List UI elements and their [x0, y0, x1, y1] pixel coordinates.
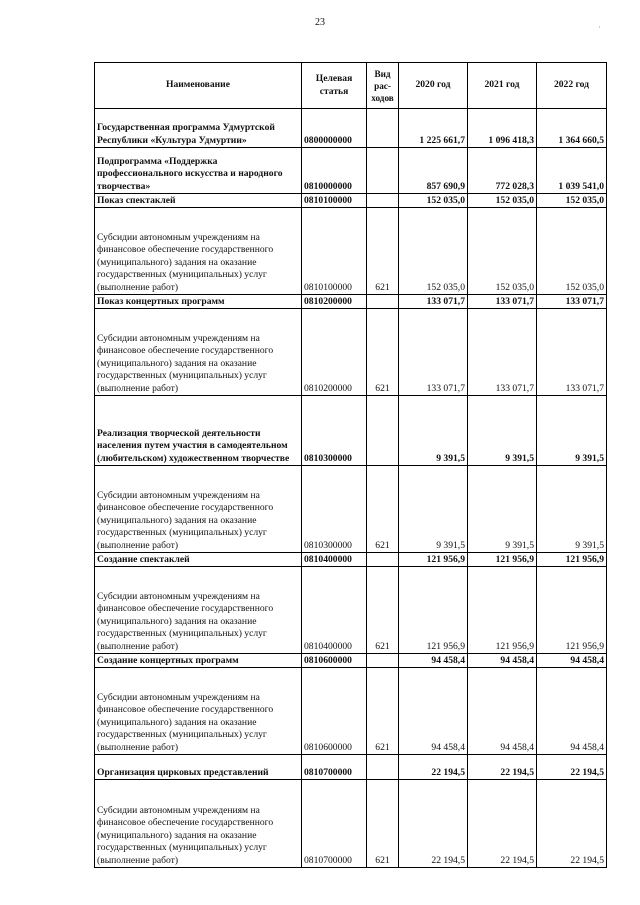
row-code: 0810600000	[302, 668, 367, 755]
row-kind	[367, 553, 399, 567]
row-kind	[367, 109, 399, 148]
row-code: 0810300000	[302, 466, 367, 553]
table-row	[95, 109, 607, 148]
row-name: Субсидии автономным учреждениям на финансовое обеспечение государственного (муниципального) задания на оказание государственных (муниципальных) услуг (выполнение работ)	[95, 208, 302, 295]
row-name: Подпрограмма «Поддержка профессионального искусства и народного творчества»	[95, 148, 302, 194]
row-2022: 1 364 660,5	[537, 109, 607, 148]
row-code: 0810000000	[302, 148, 367, 194]
table-row	[95, 208, 607, 295]
row-kind	[367, 148, 399, 194]
row-name: Показ концертных программ	[95, 295, 302, 309]
header-2022: 2022 год	[537, 63, 607, 109]
row-code: 0800000000	[302, 109, 367, 148]
table-row	[95, 654, 607, 668]
row-kind: 621	[367, 567, 399, 654]
row-kind	[367, 194, 399, 208]
row-2021: 133 071,7	[468, 295, 537, 309]
row-2020: 152 035,0	[399, 194, 468, 208]
row-kind: 621	[367, 668, 399, 755]
row-2020: 121 956,9	[399, 553, 468, 567]
row-2020: 94 458,4	[399, 654, 468, 668]
row-kind: 621	[367, 208, 399, 295]
row-2021: 1 096 418,3	[468, 109, 537, 148]
row-kind: 621	[367, 466, 399, 553]
row-2022: 1 039 541,0	[537, 148, 607, 194]
row-2022: 9 391,5	[537, 396, 607, 466]
row-2022: 133 071,7	[537, 309, 607, 396]
scan-dot: ·	[598, 22, 601, 32]
header-kind: Вид рас-ходов	[367, 63, 399, 109]
row-2021: 9 391,5	[468, 396, 537, 466]
header-2020: 2020 год	[399, 63, 468, 109]
row-kind	[367, 396, 399, 466]
row-name: Реализация творческой деятельности населения путем участия в самодеятельном (любительском) художественном творчестве	[95, 396, 302, 466]
row-2021: 22 194,5	[468, 755, 537, 780]
row-2021: 94 458,4	[468, 654, 537, 668]
row-kind	[367, 654, 399, 668]
row-kind	[367, 295, 399, 309]
row-code: 0810300000	[302, 396, 367, 466]
row-2020: 133 071,7	[399, 309, 468, 396]
page-number: 23	[315, 17, 325, 28]
row-2021: 121 956,9	[468, 553, 537, 567]
table-row	[95, 553, 607, 567]
row-2022: 22 194,5	[537, 755, 607, 780]
table-row	[95, 755, 607, 780]
row-name: Создание концертных программ	[95, 654, 302, 668]
row-2021: 22 194,5	[468, 780, 537, 868]
row-name: Субсидии автономным учреждениям на финансовое обеспечение государственного (муниципального) задания на оказание государственных (муниципальных) услуг (выполнение работ)	[95, 309, 302, 396]
row-2020: 22 194,5	[399, 780, 468, 868]
row-2020: 94 458,4	[399, 668, 468, 755]
row-2020: 857 690,9	[399, 148, 468, 194]
row-kind: 621	[367, 780, 399, 868]
row-2022: 121 956,9	[537, 567, 607, 654]
row-2022: 9 391,5	[537, 466, 607, 553]
table-row	[95, 780, 607, 868]
row-2020: 121 956,9	[399, 567, 468, 654]
row-2021: 152 035,0	[468, 194, 537, 208]
row-2022: 22 194,5	[537, 780, 607, 868]
row-2020: 9 391,5	[399, 396, 468, 466]
row-2022: 152 035,0	[537, 194, 607, 208]
row-2022: 121 956,9	[537, 553, 607, 567]
header-2021: 2021 год	[468, 63, 537, 109]
row-name: Субсидии автономным учреждениям на финансовое обеспечение государственного (муниципального) задания на оказание государственных (муниципальных) услуг (выполнение работ)	[95, 668, 302, 755]
row-code: 0810200000	[302, 295, 367, 309]
row-2021: 772 028,3	[468, 148, 537, 194]
header-row	[95, 63, 607, 109]
budget-table	[94, 62, 607, 868]
row-name: Субсидии автономным учреждениям на финансовое обеспечение государственного (муниципального) задания на оказание государственных (муниципальных) услуг (выполнение работ)	[95, 466, 302, 553]
row-name: Субсидии автономным учреждениям на финансовое обеспечение государственного (муниципального) задания на оказание государственных (муниципальных) услуг (выполнение работ)	[95, 567, 302, 654]
row-2022: 152 035,0	[537, 208, 607, 295]
row-2021: 94 458,4	[468, 668, 537, 755]
row-name: Государственная программа Удмуртской Республики «Культура Удмуртии»	[95, 109, 302, 148]
row-2022: 133 071,7	[537, 295, 607, 309]
header-target: Целевая статья	[302, 63, 367, 109]
row-code: 0810400000	[302, 567, 367, 654]
table-row	[95, 295, 607, 309]
row-2020: 133 071,7	[399, 295, 468, 309]
table-row	[95, 148, 607, 194]
row-code: 0810200000	[302, 309, 367, 396]
row-2021: 9 391,5	[468, 466, 537, 553]
table-row	[95, 567, 607, 654]
row-kind	[367, 755, 399, 780]
row-name: Субсидии автономным учреждениям на финансовое обеспечение государственного (муниципального) задания на оказание государственных (муниципальных) услуг (выполнение работ)	[95, 780, 302, 868]
header-name: Наименование	[95, 63, 302, 109]
row-2020: 152 035,0	[399, 208, 468, 295]
row-2021: 152 035,0	[468, 208, 537, 295]
row-2022: 94 458,4	[537, 668, 607, 755]
row-code: 0810100000	[302, 208, 367, 295]
table-row	[95, 668, 607, 755]
row-code: 0810600000	[302, 654, 367, 668]
table-row	[95, 466, 607, 553]
row-2022: 94 458,4	[537, 654, 607, 668]
table-row	[95, 396, 607, 466]
row-2020: 22 194,5	[399, 755, 468, 780]
row-name: Организация цирковых представлений	[95, 755, 302, 780]
row-2020: 9 391,5	[399, 466, 468, 553]
row-name: Создание спектаклей	[95, 553, 302, 567]
row-code: 0810700000	[302, 755, 367, 780]
row-kind: 621	[367, 309, 399, 396]
table-row	[95, 309, 607, 396]
row-name: Показ спектаклей	[95, 194, 302, 208]
row-2021: 121 956,9	[468, 567, 537, 654]
row-code: 0810700000	[302, 780, 367, 868]
row-2021: 133 071,7	[468, 309, 537, 396]
row-2020: 1 225 661,7	[399, 109, 468, 148]
table-row	[95, 194, 607, 208]
row-code: 0810100000	[302, 194, 367, 208]
row-code: 0810400000	[302, 553, 367, 567]
